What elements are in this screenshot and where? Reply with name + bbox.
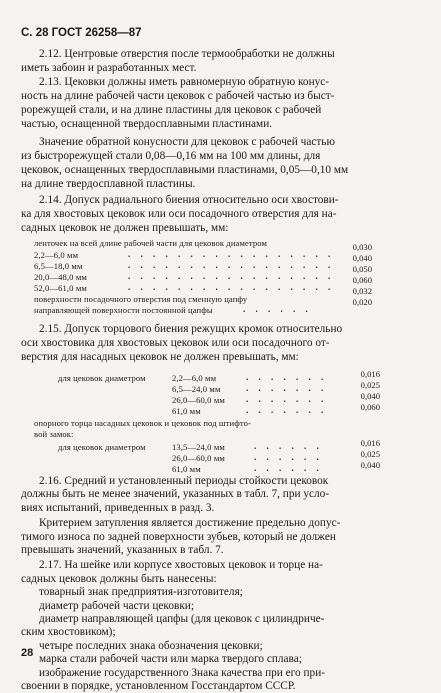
para-reverse-line-4: на длине твердосплавной пластины.	[21, 178, 196, 190]
para-2-17-line-1: 2.17. На шейке или корпусе хвостовых цековок и торце на-	[39, 559, 323, 572]
table1-label: 20,0—48,0 мм	[34, 272, 87, 282]
table2-label: 61,0 мм	[172, 406, 201, 416]
table2-value: 0,040	[360, 460, 380, 470]
table2-value: 0,016	[360, 369, 380, 379]
para-2-12-line-2: иметь забоин и разработанных мест.	[21, 62, 197, 74]
leader-dots: . . . . . . .	[246, 372, 328, 382]
para-2-17-line-7: четыре последних знака обозначения цековки;	[39, 639, 263, 652]
table1-value: 0,060	[352, 275, 372, 285]
para-2-13-line-1: 2.13. Цековки должны иметь равномерную обратную конус-	[39, 76, 330, 88]
table2-label: 26,0—60,0 мм	[172, 395, 225, 405]
para-2-17-line-3: товарный знак предприятия-изготовителя;	[39, 586, 243, 599]
table1-value: 0,020	[352, 297, 372, 307]
leader-dots: . . . . . .	[254, 452, 323, 462]
leader-dots: . . . . . .	[243, 304, 312, 314]
table2-support-line-2: вой замок:	[34, 429, 74, 439]
table2-prefix: для цековок диаметром	[58, 442, 146, 452]
para-2-16-line-2: должны быть не менее значений, указанных в табл. 7, при усло-	[21, 488, 330, 501]
table2-label: 2,2—6,0 мм	[172, 373, 217, 383]
table1-value: 0,040	[352, 253, 372, 263]
para-2-17-line-8: марка стали рабочей части или марка твердого сплава;	[39, 653, 302, 666]
table1-label: поверхности посадочного отверстия под сменную цапфу	[34, 294, 248, 304]
table2-support-line-1: опорного торца насадных цековок и цековок под штифто-	[34, 418, 251, 428]
table2-value: 0,060	[360, 402, 380, 412]
leader-dots: . . . . . .	[254, 463, 323, 473]
table2-value: 0,025	[360, 380, 380, 390]
table1-value: 0,032	[352, 286, 372, 296]
table2-prefix: для цековок диаметром	[58, 373, 146, 383]
para-reverse-line-3: цековок, оснащенных твердосплавными пластинами, 0,05—0,10 мм	[21, 164, 349, 176]
para-2-14-line-1: 2.14. Допуск радиального биения относительно оси хвостови-	[39, 194, 339, 206]
page-header: С. 28 ГОСТ 26258—87	[21, 27, 142, 39]
para-2-17-line-5: диаметр направляющей цапфы (для цековок с цилиндриче-	[39, 613, 325, 625]
para-reverse-line-2: из быстрорежущей стали 0,08—0,16 мм на 100 мм длины, для	[21, 150, 321, 162]
leader-dots: . . . . . .	[254, 441, 323, 451]
para-2-13-line-4: частью, оснащенной твердосплавными пластинами.	[21, 118, 273, 130]
table2-value: 0,040	[360, 391, 380, 401]
table2-value: 0,025	[360, 449, 380, 459]
para-2-12-line-1: 2.12. Центровые отверстия после термообработки не должны	[39, 48, 335, 60]
para-2-17-line-6: ским хвостовиком);	[21, 626, 116, 639]
table2-label: 61,0 мм	[172, 464, 201, 474]
para-2-17-line-10: своении в порядке, установленном Госстандартом СССР.	[21, 680, 296, 692]
para-2-14-line-3: садных цековок не должен превышать, мм:	[21, 222, 229, 234]
table2-label: 6,5—24,0 мм	[172, 384, 221, 394]
leader-dots: . . . . . . . . . . . . . . . . .	[128, 249, 335, 259]
leader-dots: . . . . . . .	[246, 405, 328, 415]
para-2-16-line-3: виях испытаний, приведенных в разд. 3.	[21, 501, 215, 514]
para-2-15-line-1: 2.15. Допуск торцового биения режущих кромок относительно	[39, 323, 343, 335]
table1-value: 0,030	[352, 242, 372, 252]
table1-value: 0,050	[352, 264, 372, 274]
table2-label: 26,0—60,0 мм	[172, 453, 225, 463]
leader-dots: . . . . . . . . . . . . . . . . .	[128, 260, 335, 270]
para-2-17-line-2: садных цековок должны быть нанесены:	[21, 572, 217, 585]
para-2-17-line-4: диаметр рабочей части цековки;	[39, 599, 194, 612]
para-reverse-line-1: Значение обратной конусности для цековок с рабочей частью	[39, 136, 335, 148]
para-2-13-line-3: рорежущей стали, и на длине пластины для цековок с рабочей	[21, 104, 322, 116]
leader-dots: . . . . . . .	[246, 394, 328, 404]
para-2-15-line-2: оси хвостовика для хвостовых цековок или оси посадочного от-	[21, 337, 330, 349]
para-criterion-line-1: Критерием затупления является достижение предельно допус-	[39, 517, 341, 530]
leader-dots: . . . . . . . . . . . . . . . . .	[128, 271, 335, 281]
para-criterion-line-2: тимого износа по задней поверхности зубьев, который не должен	[21, 530, 336, 543]
para-2-16-line-1: 2.16. Средний и установленный периоды стойкости цековок	[39, 475, 329, 487]
para-2-14-line-2: ка для хвостовых цековок или оси посадочного отверстия для на-	[21, 208, 337, 220]
table1-label: 6,5—18,0 мм	[34, 261, 83, 271]
para-criterion-line-3: превышать значений, указанных в табл. 7.	[21, 544, 224, 556]
page-number: 28	[21, 647, 34, 659]
table2-value: 0,016	[360, 438, 380, 448]
table1-heading: ленточек на всей длине рабочей части для цековок диаметром	[34, 238, 268, 248]
table1-label: 52,0—61,0 мм	[34, 283, 87, 293]
table1-label: направляющей поверхности постоянной цапфы	[34, 305, 213, 315]
leader-dots: . . . . . . .	[246, 383, 328, 393]
table1-label: 2,2—6,0 мм	[34, 250, 79, 260]
table2-label: 13,5—24,0 мм	[172, 442, 225, 452]
para-2-13-line-2: ность на длине рабочей части цековок с рабочей частью из быст-	[21, 90, 335, 102]
para-2-17-line-9: изображение государственного Знака качества при его при-	[39, 666, 326, 679]
para-2-15-line-3: верстия для насадных цековок не должен превышать, мм:	[21, 351, 299, 363]
leader-dots: . . . . . . . . . . . . . . . . .	[128, 282, 335, 292]
